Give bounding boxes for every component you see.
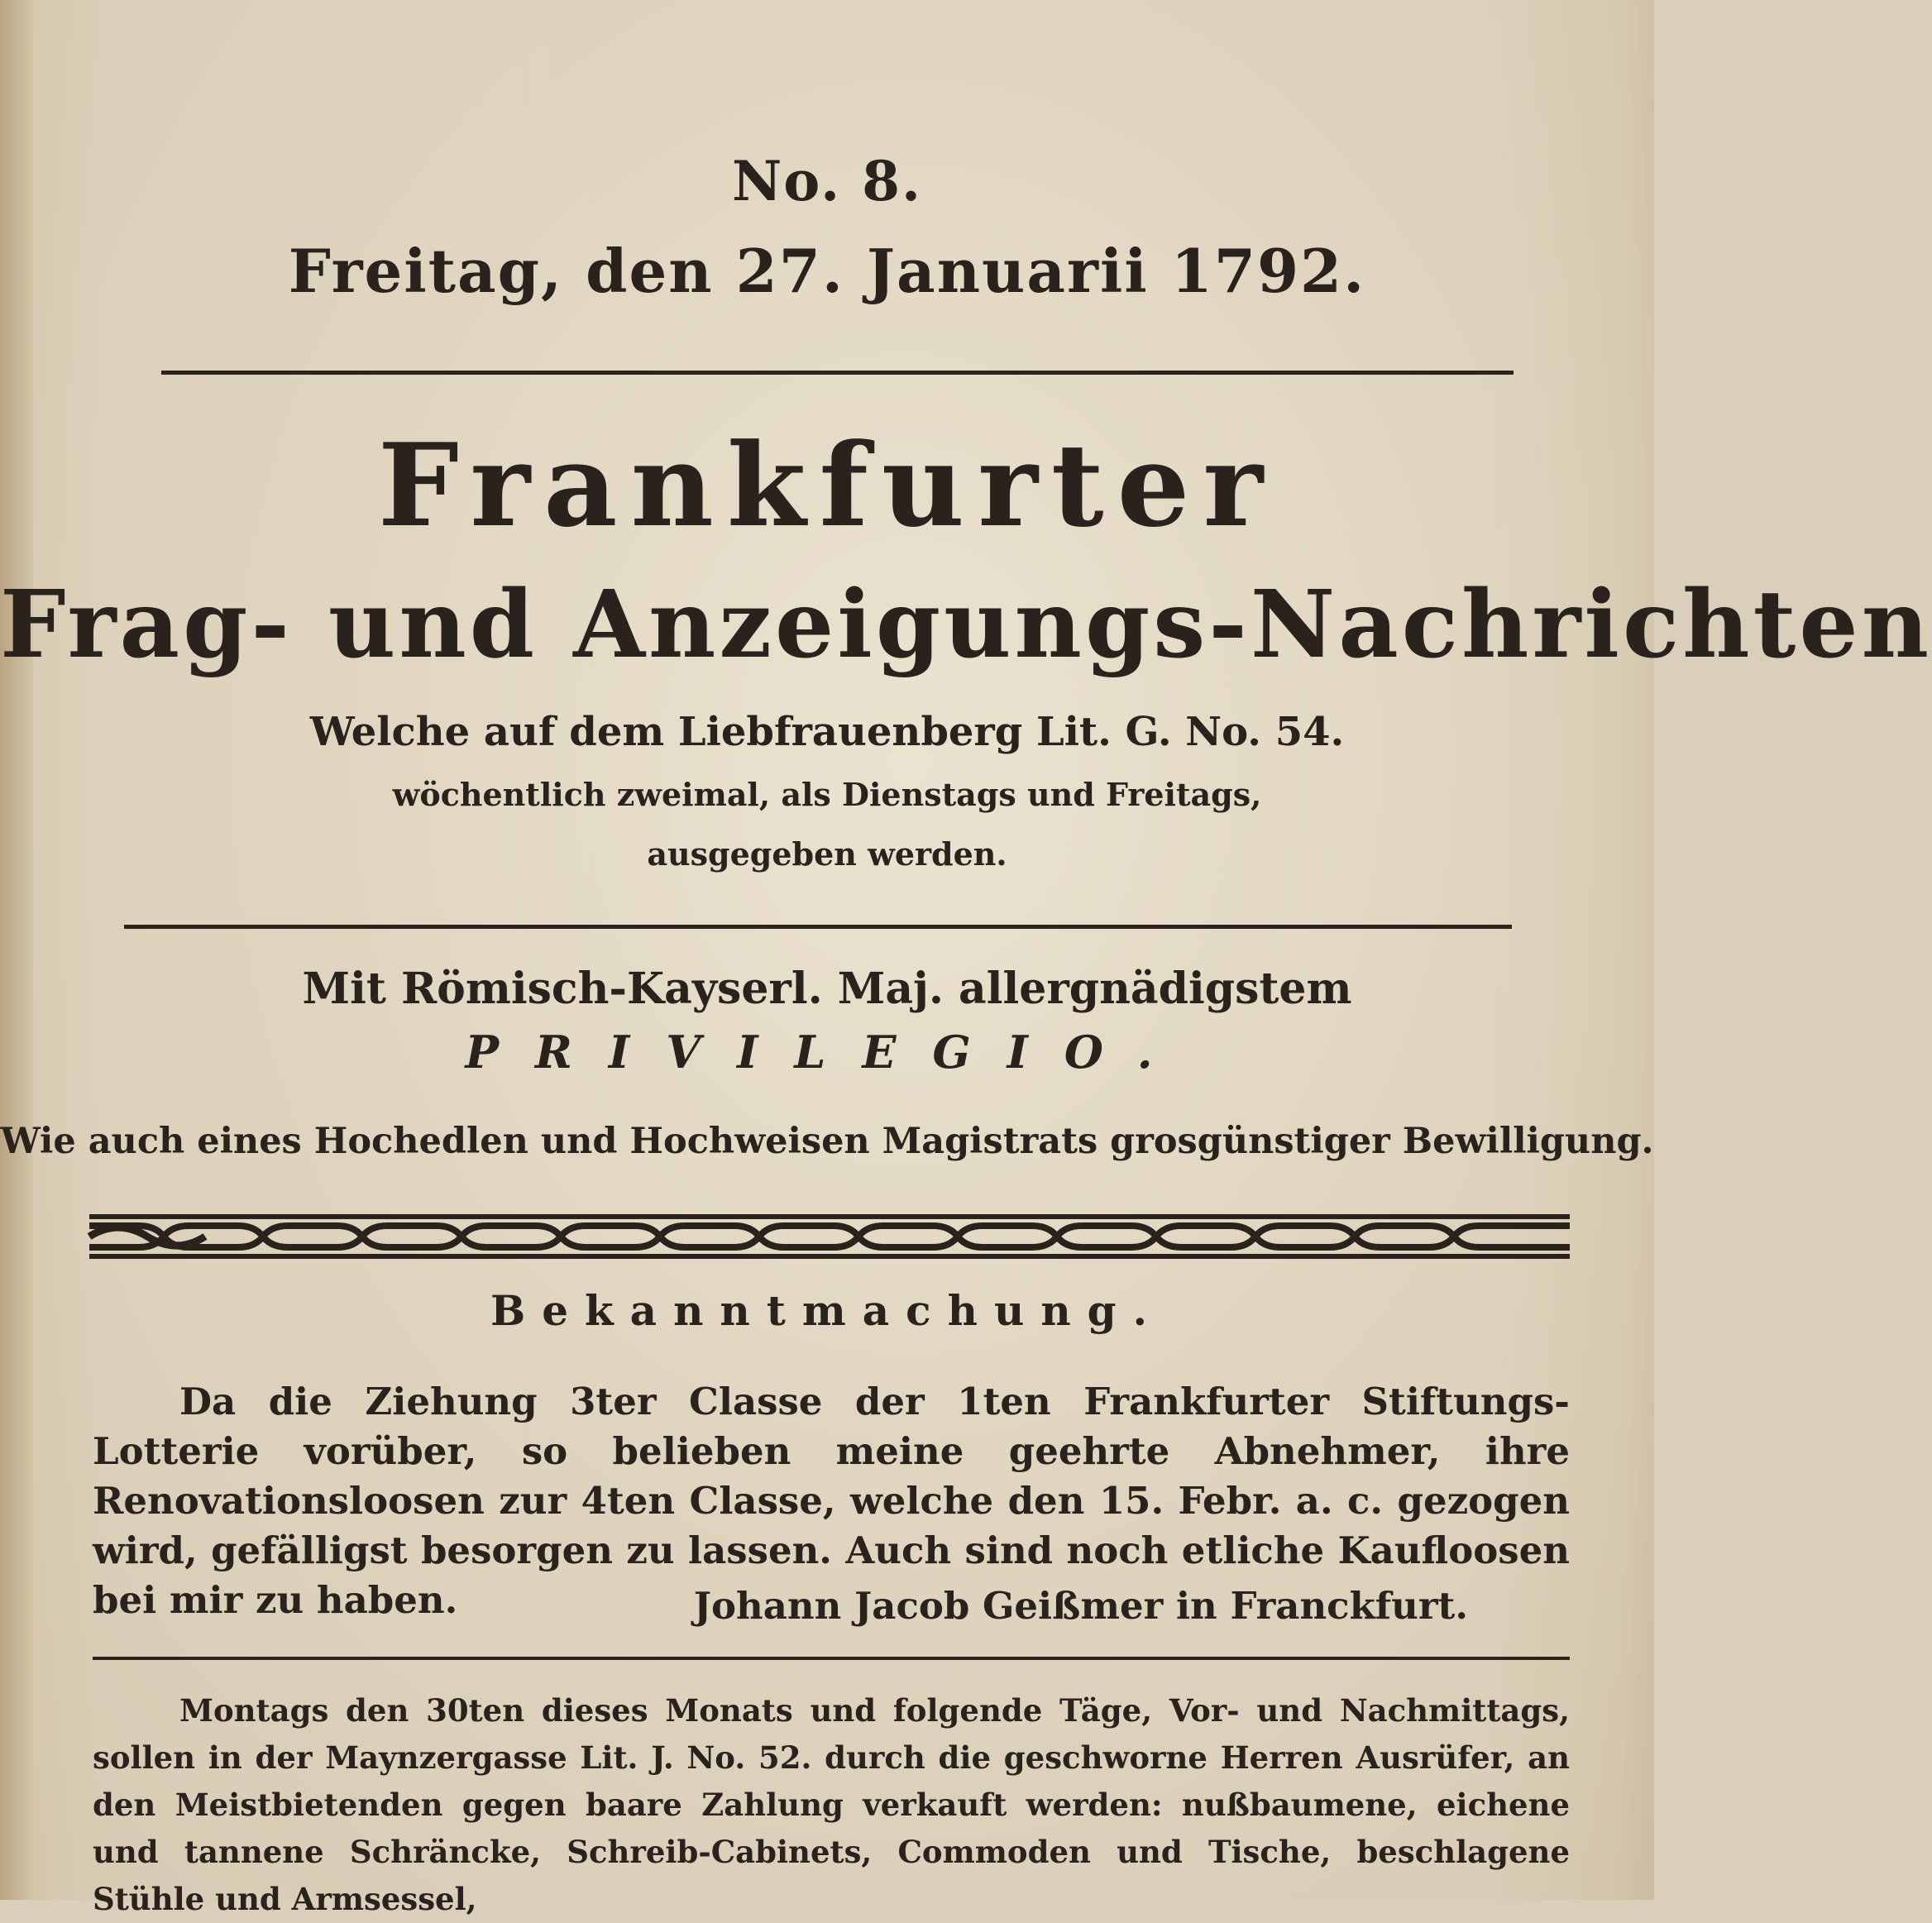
masthead-subtitle: Frag- und Anzeigungs-Nachrichten	[0, 571, 1932, 679]
publisher-address: Welche auf dem Liebfrauenberg Lit. G. No. 54.	[309, 709, 1345, 755]
privilege-title: PRIVILEGIO.	[465, 1026, 1189, 1079]
chain-ornament-divider	[89, 1208, 1570, 1265]
notice-rule	[93, 1657, 1570, 1660]
masthead-title: Frankfurter	[377, 418, 1277, 553]
privilege-line: Mit Römisch-Kayserl. Maj. allergnädigstem	[302, 964, 1352, 1014]
lottery-notice-text: Da die Ziehung 3ter Classe der 1ten Frankfurter Stiftungs-Lotterie vorüber, so belieben meine geehrte Abnehmer, ihre Renovationsloosen zur 4ten Classe, welche den 15. Febr. a. c. gezogen wird, gefälligst besorgen zu lassen. Auch sind noch etliche Kaufloosen bei mir zu haben.	[93, 1380, 1570, 1622]
magistrate-approval: Wie auch eines Hochedlen und Hochweisen Magistrats grosgünstiger Bewilligung.	[0, 1121, 1654, 1162]
notice-heading: Bekanntmachung.	[490, 1286, 1164, 1335]
publication-schedule-end: ausgegeben werden.	[647, 835, 1007, 873]
notice-signature: Johann Jacob Geißmer in Franckfurt.	[693, 1584, 1468, 1628]
issue-date: Freitag, den 27. Januarii 1792.	[288, 236, 1366, 306]
issue-number: No. 8.	[731, 149, 923, 213]
masthead-rule	[124, 925, 1512, 929]
publication-schedule: wöchentlich zweimal, als Dienstags und Freitags,	[392, 776, 1262, 813]
header-rule	[161, 371, 1514, 375]
auction-notice-text: Montags den 30ten dieses Monats und folgende Täge, Vor- und Nachmittags, sollen in der Maynzergasse Lit. J. No. 52. durch die geschworne Herren Ausrüfer, an den Meistbietenden gegen baare Zahlung verkauft werden: nußbaumene, eichene und tannene Schräncke, Schreib-Cabinets, Commoden und Tische, beschlagene Stühle und Armsessel,	[93, 1692, 1570, 1917]
